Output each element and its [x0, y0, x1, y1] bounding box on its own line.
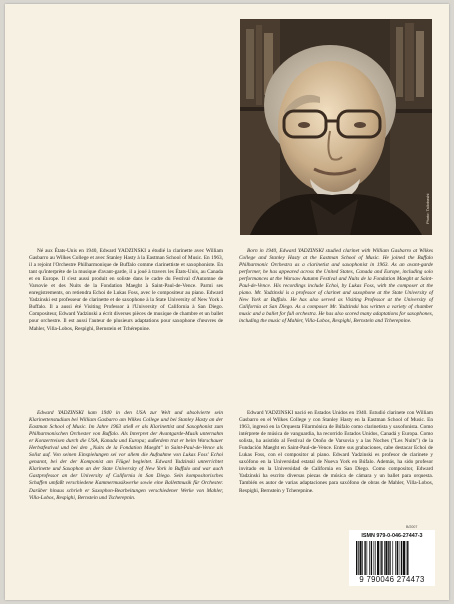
bio-es-text: Edward YADZINSKI nació en Estados Unidos en 1940. Estudió clarinete con William Gasbarro en el Wilkes College y con Stanley Hasty en la Eastman School of Music. En 1963, ingresó en la Orquesta Filarmónica de Búfalo como clarinetista y saxofonista. Como intérprete de música de vanguardia, ha recorrido Estados Unidos, Canadá y Europa. Como solista, ha asistido al Festival de Otoño de Varsovia y a las Noches ("Les Nuits") de la Fundación Maeght en Saint-Paul-de-Vence. Entre sus grabaciones, cabe destacar Echoi de Lukas Foss, con el compositor al piano. Edward Yadzinski es profesor de clarinete y saxófono en la Universidad estatal de Nueva York en Búfalo. Además, ha sido profesor invitado en la Universidad de California en San Diego. Como compositor, Edward Yadzinski ha escrito diversas piezas de música de cámara y un ballet para orquesta. También es autor de varias adaptaciones para saxófono de obras de Mahler, Villa-Lobos, Respighi, Bernstein y Tcherepnine.: [239, 410, 433, 494]
composer-portrait: [240, 19, 432, 235]
back-cover: [5, 4, 449, 600]
biography-german: [29, 410, 223, 502]
biography-english: [239, 248, 433, 326]
photo-credit: Photo: Tallobashi: [425, 193, 430, 224]
barcode: [349, 530, 435, 586]
bio-fr-text: Né aux États-Unis en 1940, Edward YADZINSKI a étudié la clarinette avec William Gasbarro au Wilkes College et avec Stanley Hasty à la Eastman School of Music. En 1963, il a rejoint l'Orchestre Philharmonique de Buffalo comme clarinettiste et saxophoniste. En tant qu'interprète de la musique d'avant-garde, il a joué à travers les États-Unis, au Canada et en Europe. Il s'est aussi produit en soliste dans le cadre du Festival d'Automne de Varsovie et des Nuits de la Fondation Maeght à Saint-Paul-de-Vence. Parmi ses enregistrements, on retiendra Echoi de Lukas Foss, avec le compositeur au piano. Edward Yadzinski est professeur de clarinette et de saxophone à la State University of New York à Buffalo. Il a aussi été Visiting Professor à l'University of California à San Diego. Compositeur, Edward Yadzinski a écrit diverses pièces de musique de chambre et un ballet pour orchestre. Il est aussi l'auteur de plusieurs adaptations pour saxophone d'œuvres de Mahler, Villa-Lobos, Respighi, Bernstein et Tchérepnine.: [29, 248, 223, 332]
biography-spanish: [239, 410, 433, 495]
bio-en-text: Born in 1940, Edward YADZINSKI studied clarinet with William Gasbarro at Wilkes College and Stanley Hasty at the Eastman School of Music. He joined the Buffalo Philharmonic Orchestra as a clarinetist and saxophonist in 1963. As an avant-garde performer, he has appeared across the United States, Canada and Europe, including solo performances at the Warsaw Autumn Festival and Nuits de la Fondation Maeght at Saint-Paul-de-Vence. His recordings include Echoi, by Lukas Foss, with the composer at the piano. Mr. Yadzinski is a professor of clarinet and saxophone at the State University of New York at Buffalo. He has also served as Visiting Professor at the University of California at San Diego. As a composer Mr. Yadzinski has written a variety of chamber music and a ballet for full orchestra. He has also scored many adaptations for saxophones, including the music of Mahler, Villa-Lobos, Respighi, Bernstein and Tcherepnine.: [239, 248, 433, 325]
ismn-number: ISMN 979-0-046-27447-3: [361, 533, 423, 539]
biography-french: [29, 248, 223, 333]
barcode-bars: [356, 541, 428, 575]
ean-number: 9 790046 274473: [359, 575, 425, 584]
bio-de-text: Edward YADZINSKI kam 1940 in den USA zur Welt und absolvierte sein Klarinettenstudium bei William Gasbarro am Wilkes College und bei Stanley Hasty an der Eastman School of Music. Im Jahre 1963 stieß er als Klarinettist und Saxophonist zum Philharmonischen Orchester von Buffalo. Als Interpret der Avantgarde-Musik unternahm er Konzertreisen durch die USA, Kanada und Europa; außerdem trat er beim Warschauer Herbstfestival und bei den „Nuits de la Fondation Maeght" in Saint-Paul-de-Vence als Solist auf. Von seinen Einspielungen sei vor allem die Aufnahme von Lukas Foss' Echoi genannt, bei der der Komponist am Flügel begleitet. Edward Yadzinski unterrichtet Klarinette und Saxophon an der State University of New York in Buffalo und war auch Gastprofessor an der University of California in San Diego. Sein kompositorisches Schaffen umfaßt verschiedene Kammermusikwerke sowie eine Ballettmusik für Orchester. Darüber hinaus schrieb er Saxophon-Bearbeitungen verschiedener Werke von Mahler, Villa-Lobos, Respighi, Bernstein und Tscherepnin.: [29, 410, 223, 501]
catalog-code: B/2007: [406, 525, 418, 529]
